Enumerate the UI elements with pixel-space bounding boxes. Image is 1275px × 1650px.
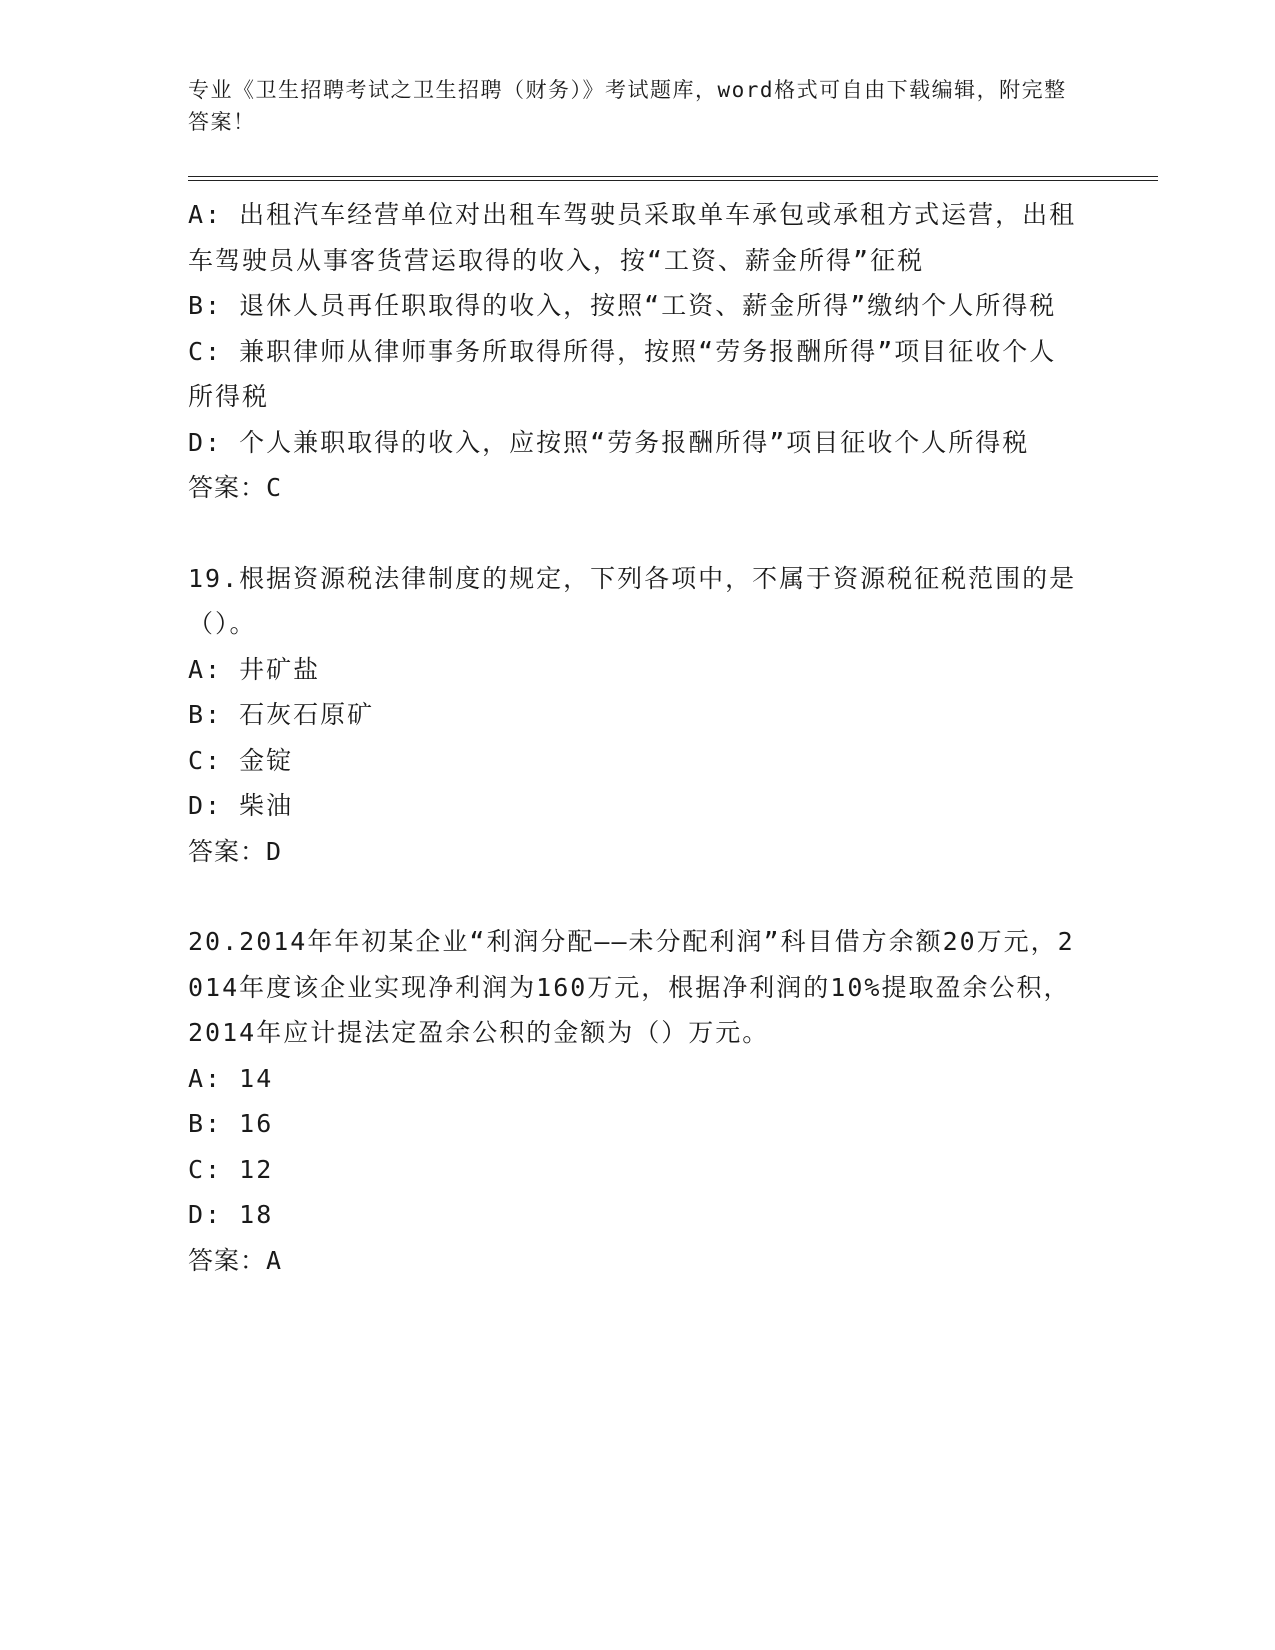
q18-option-d: D: 个人兼职取得的收入，应按照“劳务报酬所得”项目征收个人所得税 [188,427,1030,457]
q19-option-b: B: 石灰石原矿 [188,700,375,729]
question-18 [188,192,1078,511]
question-20 [188,919,1078,1283]
q19-option-c: C: 金锭 [188,745,294,775]
question-19 [188,556,1078,875]
q19-option-a: A: 井矿盐 [188,654,321,684]
q19-answer [188,829,1078,875]
q19-answer-value: D [266,836,283,866]
q20-option-a: A: 14 [188,1063,274,1093]
q19-stem: 19.根据资源税法律制度的规定，下列各项中，不属于资源税征税范围的是（）。 [188,563,1077,638]
q18-option-b: B: 退休人员再任职取得的收入，按照“工资、薪金所得”缴纳个人所得税 [188,291,1057,320]
spacer [188,511,1078,556]
q20-answer [188,1238,1078,1284]
document-header [188,74,1068,138]
q20-option-c: C: 12 [188,1154,274,1184]
header-divider [188,176,1158,181]
q18-option-a: A: 出租汽车经营单位对出租车驾驶员采取单车承包或承租方式运营，出租车驾驶员从事客货营运取得的收入，按“工资、薪金所得”征税 [188,200,1077,275]
spacer [188,874,1078,919]
q19-answer-label: 答案： [188,836,267,866]
header-text: 专业《卫生招聘考试之卫生招聘（财务）》考试题库，word格式可自由下载编辑，附完整答案！ [188,78,1067,134]
q20-stem: 20.2014年年初某企业“利润分配——未分配利润”科目借方余额20万元，2014年度该企业实现净利润为160万元，根据净利润的10%提取盈余公积，2014年应计提法定盈余公积的金额为（）万元。 [188,927,1075,1047]
q18-option-c: C: 兼职律师从律师事务所取得所得，按照“劳务报酬所得”项目征收个人所得税 [188,336,1057,411]
q19-option-d: D: 柴油 [188,791,294,820]
q18-answer-value: C [266,473,283,502]
q20-answer-value: A [266,1245,283,1275]
q20-option-b: B: 16 [188,1109,274,1138]
q18-answer-label: 答案： [188,473,267,502]
q18-answer [188,465,1078,511]
q20-answer-label: 答案： [188,1245,267,1275]
question-content [188,192,1078,1283]
q20-option-d: D: 18 [188,1200,274,1229]
